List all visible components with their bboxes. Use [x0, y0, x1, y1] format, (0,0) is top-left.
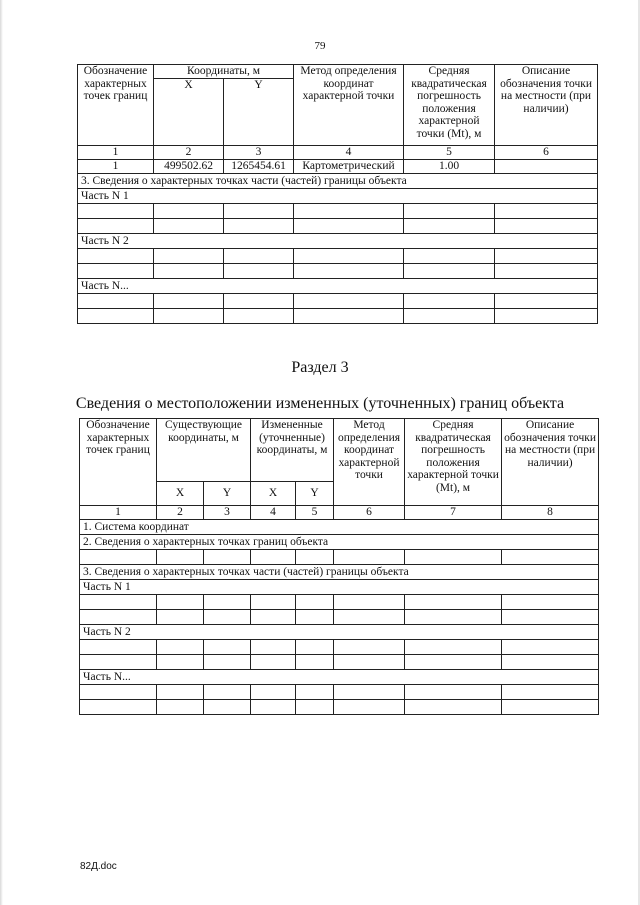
header-existing-coordinates: Существующие координаты, м [157, 419, 251, 482]
section-row [80, 625, 599, 640]
empty-row [78, 309, 598, 324]
header-y: Y [224, 79, 294, 146]
part-points-label: 3. Сведения о характерных точках части (частей) границы объекта [78, 174, 598, 189]
header-coordinates: Координаты, м [154, 65, 294, 79]
header-designation: Обозначение характерных точек границ [80, 419, 157, 506]
empty-row [78, 249, 598, 264]
section-row [80, 670, 599, 685]
col-number: 8 [502, 506, 599, 520]
col-number: 1 [78, 146, 154, 160]
header-error: Средняя квадратическая погрешность положения характерной точки (Mt), м [404, 65, 495, 146]
header-description: Описание обозначения точки на местности (при наличии) [502, 419, 599, 506]
description-value [495, 160, 598, 174]
empty-row [78, 264, 598, 279]
part-2-label: Часть N 2 [80, 625, 599, 640]
section-row [78, 174, 598, 189]
table-row [78, 160, 598, 174]
table-header-row [78, 65, 598, 79]
footer-filename: 82Д.doc [80, 861, 117, 872]
section-row [80, 580, 599, 595]
column-number-row [78, 146, 598, 160]
changed-boundaries-table [79, 418, 599, 715]
header-changed-coordinates: Измененные (уточненные) координаты, м [251, 419, 334, 482]
header-existing-x: X [157, 482, 204, 506]
section-row [80, 520, 599, 535]
col-number: 3 [224, 146, 294, 160]
part-2-label: Часть N 2 [78, 234, 598, 249]
empty-row [80, 610, 599, 625]
column-number-row [80, 506, 599, 520]
section-row [78, 234, 598, 249]
col-number: 5 [404, 146, 495, 160]
col-number: 4 [294, 146, 404, 160]
coord-x: 499502.62 [154, 160, 224, 174]
error-value: 1.00 [404, 160, 495, 174]
col-number: 4 [251, 506, 296, 520]
part-n-label: Часть N... [80, 670, 599, 685]
section-row [80, 535, 599, 550]
section-row [78, 189, 598, 204]
empty-row [78, 204, 598, 219]
part-n-label: Часть N... [78, 279, 598, 294]
point-designation: 1 [78, 160, 154, 174]
coordinate-system-label: 1. Система координат [80, 520, 599, 535]
part-points-label: 3. Сведения о характерных точках части (частей) границы объекта [80, 565, 599, 580]
header-changed-x: X [251, 482, 296, 506]
header-method: Метод определения координат характерной точки [294, 65, 404, 146]
empty-row [80, 550, 599, 565]
header-error: Средняя квадратическая погрешность положения характерной точки (Mt), м [405, 419, 502, 506]
table-header-row [80, 419, 599, 482]
col-number: 7 [405, 506, 502, 520]
col-number: 2 [157, 506, 204, 520]
col-number: 3 [204, 506, 251, 520]
coord-y: 1265454.61 [224, 160, 294, 174]
header-existing-y: Y [204, 482, 251, 506]
empty-row [80, 640, 599, 655]
boundary-points-label: 2. Сведения о характерных точках границ объекта [80, 535, 599, 550]
page-edge-shadow [0, 0, 3, 905]
header-description: Описание обозначения точки на местности (при наличии) [495, 65, 598, 146]
empty-row [80, 700, 599, 715]
col-number: 5 [296, 506, 334, 520]
col-number: 6 [495, 146, 598, 160]
empty-row [80, 685, 599, 700]
part-1-label: Часть N 1 [80, 580, 599, 595]
header-method: Метод определения координат характерной точки [334, 419, 405, 506]
section-number: Раздел 3 [291, 359, 349, 376]
empty-row [78, 294, 598, 309]
header-x: X [154, 79, 224, 146]
coordinates-table-continued [77, 64, 598, 324]
section-row [80, 565, 599, 580]
col-number: 2 [154, 146, 224, 160]
empty-row [78, 219, 598, 234]
col-number: 1 [80, 506, 157, 520]
page-number: 79 [314, 40, 326, 52]
part-1-label: Часть N 1 [78, 189, 598, 204]
empty-row [80, 655, 599, 670]
section-row [78, 279, 598, 294]
header-designation: Обозначение характерных точек границ [78, 65, 154, 146]
col-number: 6 [334, 506, 405, 520]
empty-row [80, 595, 599, 610]
header-changed-y: Y [296, 482, 334, 506]
method-value: Картометрический [294, 160, 404, 174]
section-heading: Сведения о местоположении измененных (уточненных) границ объекта [75, 395, 565, 412]
